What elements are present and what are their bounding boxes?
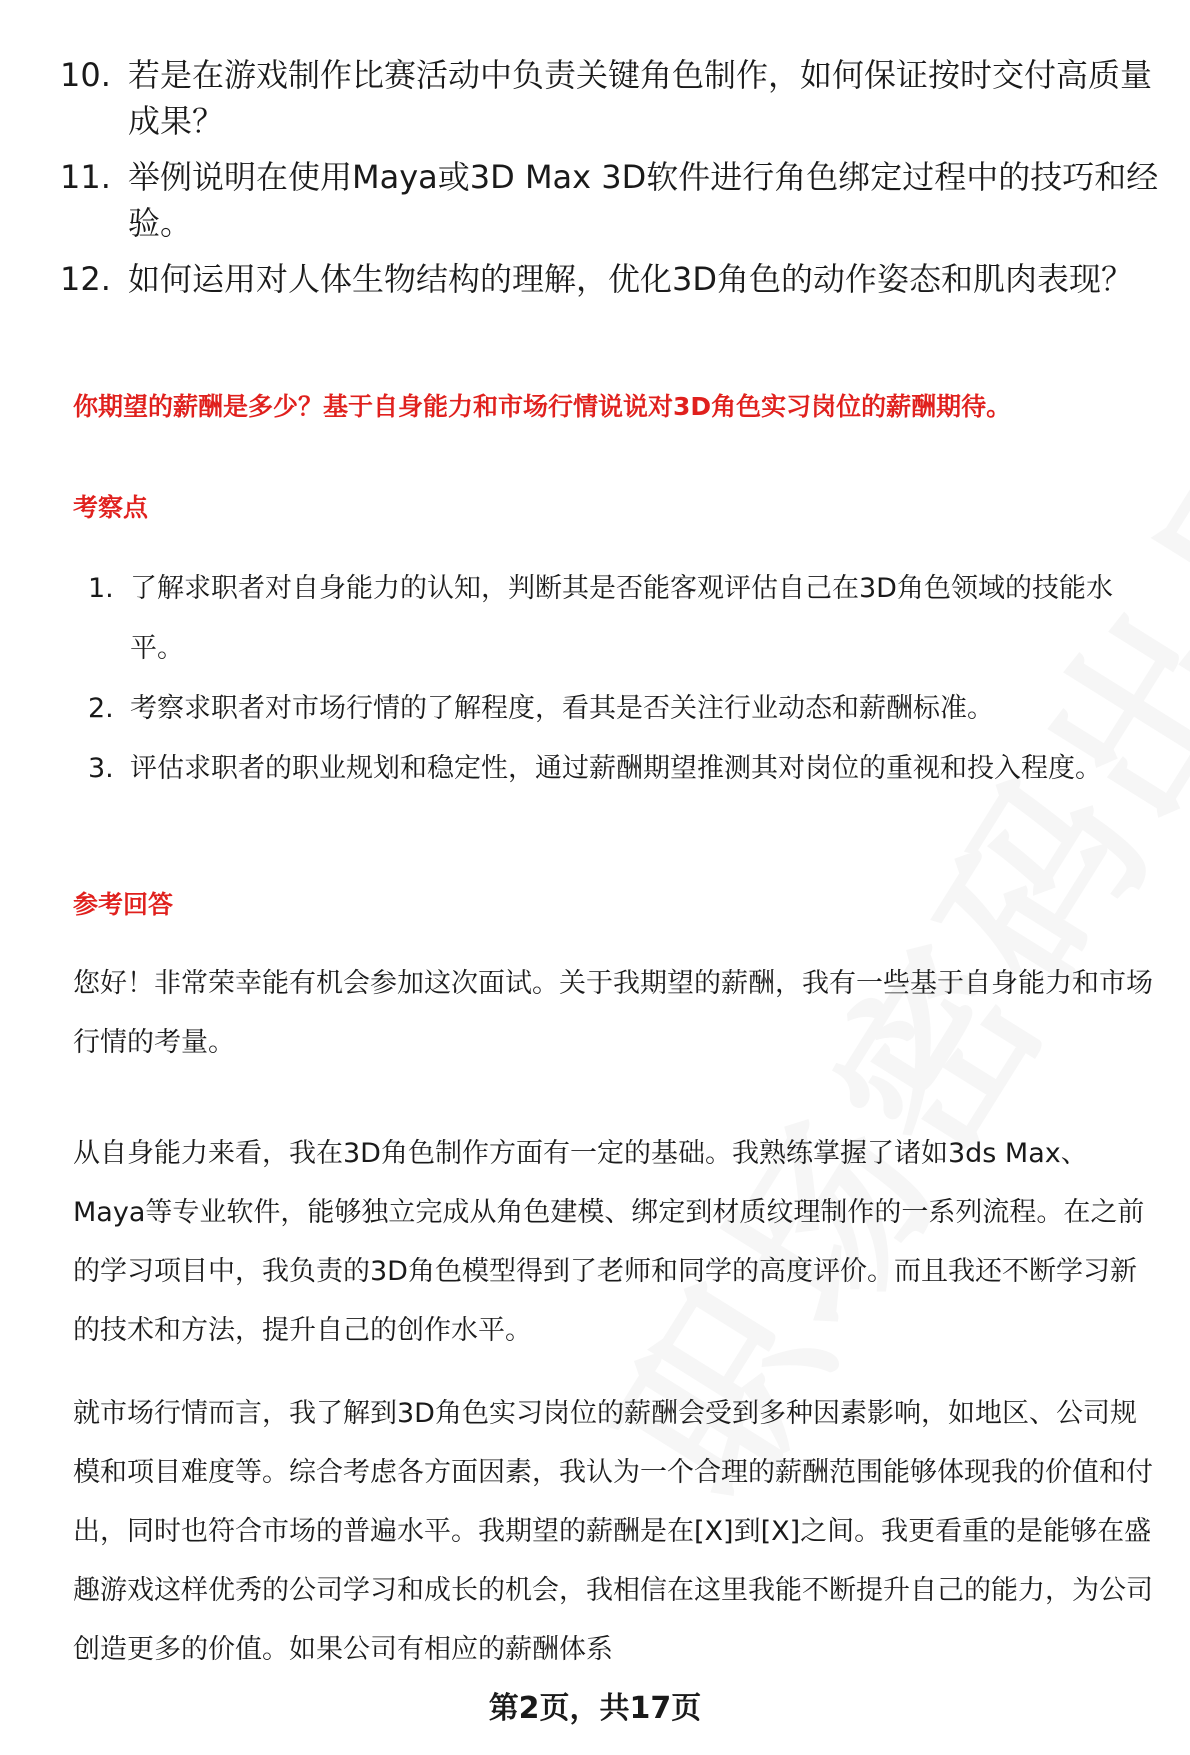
checkpoint-number: 3. [88,753,114,784]
page-footer: 第2页，共17页 [488,1691,702,1726]
checkpoint-item [88,559,1158,679]
checkpoint-number: 1. [88,573,114,604]
answer-paragraph: 您好！非常荣幸能有机会参加这次面试。关于我期望的薪酬，我有一些基于自身能力和市场行情的考量。 [73,968,1153,1058]
question-text: 如何运用对人体生物结构的理解，优化3D角色的动作姿态和肌肉表现？ [128,260,1134,298]
answer-paragraph: 从自身能力来看，我在3D角色制作方面有一定的基础。我熟练掌握了诸如3ds Max、Maya等专业软件，能够独立完成从角色建模、绑定到材质纹理制作的一系列流程。在之前的学习项目中，我负责的3D角色模型得到了老师和同学的高度评价。而且我还不断学习新的技术和方法，提升自己的创作水平。 [73,1138,1145,1346]
checkpoint-text: 了解求职者对自身能力的认知，判断其是否能客观评估自己在3D角色领域的技能水平。 [130,573,1113,664]
checkpoint-text: 评估求职者的职业规划和稳定性，通过薪酬期望推测其对岗位的重视和投入程度。 [130,753,1102,784]
question-text: 举例说明在使用Maya或3D Max 3D软件进行角色绑定过程中的技巧和经验。 [128,158,1159,242]
checkpoint-text: 考察求职者对市场行情的了解程度，看其是否关注行业动态和薪酬标准。 [130,693,994,724]
question-item [60,256,1160,302]
checkpoint-list [88,559,1158,799]
question-item [60,52,1160,144]
reference-answer-heading: 参考回答 [73,890,174,919]
checkpoints-heading: 考察点 [73,493,149,522]
checkpoint-item [88,679,1158,739]
checkpoint-number: 2. [88,693,114,724]
question-number: 11. [60,158,111,196]
question-number: 10. [60,56,111,94]
answer-paragraph: 就市场行情而言，我了解到3D角色实习岗位的薪酬会受到多种因素影响，如地区、公司规模和项目难度等。综合考虑各方面因素，我认为一个合理的薪酬范围能够体现我的价值和付出，同时也符合市场的普遍水平。我期望的薪酬是在[X]到[X]之间。我更看重的是能够在盛趣游戏这样优秀的公司学习和成长的机会，我相信在这里我能不断提升自己的能力，为公司创造更多的价值。如果公司有相应的薪酬体系 [73,1398,1153,1665]
checkpoint-item [88,739,1158,799]
question-text: 若是在游戏制作比赛活动中负责关键角色制作，如何保证按时交付高质量成果？ [128,56,1153,140]
question-item [60,154,1160,246]
section-question-heading: 你期望的薪酬是多少？基于自身能力和市场行情说说对3D角色实习岗位的薪酬期待。 [73,392,1012,421]
question-list [60,52,1160,312]
question-number: 12. [60,260,111,298]
